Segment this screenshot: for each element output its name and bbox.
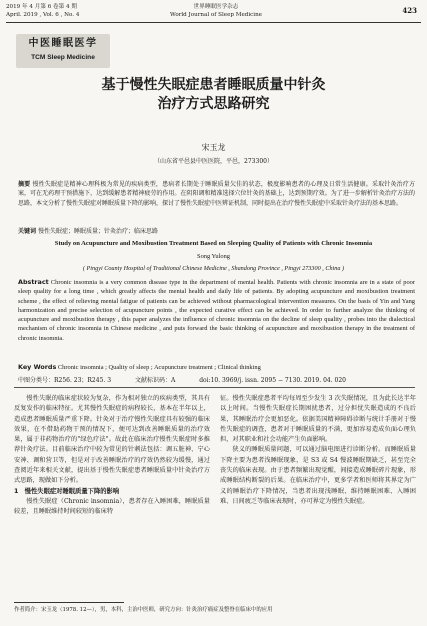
header-rule [6, 22, 421, 23]
abstract-en-label: Abstract [18, 278, 49, 286]
abstract-cn-label: 摘要 [18, 181, 31, 188]
column-badge [16, 34, 110, 68]
body-column-left [14, 394, 210, 518]
body-column-right [220, 394, 416, 507]
abstract-en-text: Chronic insomnia is a very common disease type in the department of mental health. Patients with chronic insomnia are in a state of poor sleep quality for a long time , which greatly affects the mental health and daily life of patients. By adopting acupuncture and moxibustion treatment scheme , the effect of relieving mental fatigue of patients can be achieved without pharmacological intervention measures. On the basis of Yin and Yang harmonization and precise selection of acupuncture points , the expected curative effect can be achieved. In order to further analyze the thinking of acupuncture and moxibustion therapy , this paper analyzes the influence of chronic insomnia on the decline of sleep quality , probes into the dialectical mechanism of chronic insomnia in Chinese medicine , and puts forward the basic thinking of acupuncture and moxibustion therapy in the treatment of chronic insomnia. [18, 279, 415, 342]
section-heading: 1 慢性失眠症对睡眠质量下降的影响 [14, 487, 120, 495]
footnote-rule [14, 602, 124, 603]
affiliation-cn: （山东省平邑县中医医院，平邑，273300） [154, 158, 273, 165]
abstract-cn [18, 180, 415, 208]
journal-name-cn: 世界睡眠医学杂志 [193, 4, 239, 10]
column-badge-en: TCM Sleep Medicine [31, 54, 95, 61]
abstract-en [18, 278, 415, 343]
affiliation-en: ( Pingyi County Hospital of Traditional Chinese Medicine , Shandong Province , Pingyi 273300 , China ) [82, 265, 345, 272]
abstract-cn-text: 慢性失眠症是精神心理科极为常见的疾病类型，患病者长期处于睡眠质量欠佳的状态，极度影响患者的心理及日常生活健康。采取针灸治疗方案，可在无药理干预措施下，达到缓解患者精神疲劳的作用。在阴阳调和精准选择穴位针灸的基础上，达到预期疗效。为了进一步解析针灸治疗方法的思路，本文分析了慢性失眠症对睡眠质量下降的影响，探讨了慢性失眠症中医辨证机制，同时提出在治疗慢性失眠症中采取针灸疗法的基本思路。 [18, 181, 415, 207]
author-en: Song Yulong [197, 253, 230, 260]
page-number: 423 [402, 6, 417, 15]
issue-en: April. 2019 , Vol. 6 , No. 4 [6, 11, 80, 18]
keywords-cn [18, 227, 415, 236]
clc-number: 中图分类号：R256. 23；R245. 3 [18, 377, 112, 384]
keywords-cn-text: 慢性失眠症；睡眠质量；针灸治疗；临床思路 [37, 228, 158, 235]
issue-cn: 2019 年 4 月第 6 卷第 4 期 [6, 4, 77, 10]
journal-name [156, 4, 276, 19]
article-title [0, 76, 427, 114]
body-paragraph: 慢性失眠的临床症状较为复杂，作为相对独立的疾病类型，其具有反复发作的临床特征。尤其慢性失眠症的病程较长，基本在半年以上，造成患者睡眠质量严重下降。针灸对于治疗慢性失眠症具有较强的临床效果，在不借助药物干预的情况下，便可达到改善睡眠质量的治疗效果，属于非药物治疗的"绿色疗法"。故此在临床治疗慢性失眠症时多推荐针灸疗法。目前临床治疗中较为常见的针刺法包括：调五脏神、宁心安神、调和营卫等，但是对于改善睡眠治疗的疗效仍然较为缓慢，通过查阅近年来相关文献，提出基于慢性失眠症患者睡眠质量中针灸治疗方式思路，现做如下分析。 [14, 395, 210, 485]
author-footnote: 作者简介：宋玉龙（1978. 12—），男，本科，主治中医师，研究方向：针灸治疗痛症及整脊在临床中的应用 [14, 607, 273, 613]
keywords-cn-label: 关键词 [18, 228, 37, 235]
author-cn: 宋玉龙 [201, 143, 226, 152]
keywords-en-label: Key Words [18, 363, 57, 371]
body-paragraph: 慢性失眠症（Chronic insomnia），患者存在入睡困难，睡眠质量较差，且睡眠维持时间较短的临床特 [14, 497, 210, 516]
article-title-line2: 治疗方式思路研究 [157, 96, 270, 112]
column-badge-cn: 中医睡眠医学 [28, 38, 98, 49]
keywords-en [18, 363, 415, 372]
running-header [6, 4, 421, 24]
document-code: 文献标识码：A [134, 377, 176, 384]
body-paragraph: 狭义的睡眠质量问题，可以通过脑电图进行诊断分析。而睡眠质量下降主要为患者浅睡眠现象，是 S3 或 S4 慢波睡眠期缺乏，甚至完全丧失的临床表现。由于患者频繁出现觉醒，间接造成睡眠碎片现象，形成睡眠结构断裂的后果。在临床治疗中，更多学者和医师将其界定为广义的睡眠治疗下降情况，当患者出现浅睡眠、维持睡眠困难、入睡困难、日间疲乏等临床表现时，亦可界定为慢性失眠症。 [220, 446, 416, 505]
classification-line [18, 375, 415, 384]
journal-name-en: World Journal of Sleep Medicine [169, 11, 262, 18]
keywords-en-text: Chronic insomnia ; Quality of sleep ; Acupuncture treatment ; Clinical thinking [57, 364, 261, 371]
doi: doi:10. 3969/j. issn. 2095 − 7130. 2019. 04. 020 [199, 377, 346, 384]
section-rule [14, 387, 415, 388]
article-title-en: Study on Acupuncture and Moxibustion Treatment Based on Sleeping Quality of Patients with Chronic Insomnia [54, 240, 373, 247]
article-title-line1: 基于慢性失眠症患者睡眠质量中针灸 [101, 77, 326, 93]
issue-info [6, 4, 79, 19]
body-paragraph: 征。慢性失眠症患者平均每周至少发生 3 次失眠情况，且为此长达半年以上时间。当慢性失眠症长期困扰患者，过分担忧失眠造成的不良后果，其睡眠治疗会更加恶化。依据美国精神障碍诊断与统计手册对于慢性失眠症的调查，患者对于睡眠质量的不满，更加容易造成负面心理负担，对其职业和社会功能产生负面影响。 [220, 395, 416, 444]
